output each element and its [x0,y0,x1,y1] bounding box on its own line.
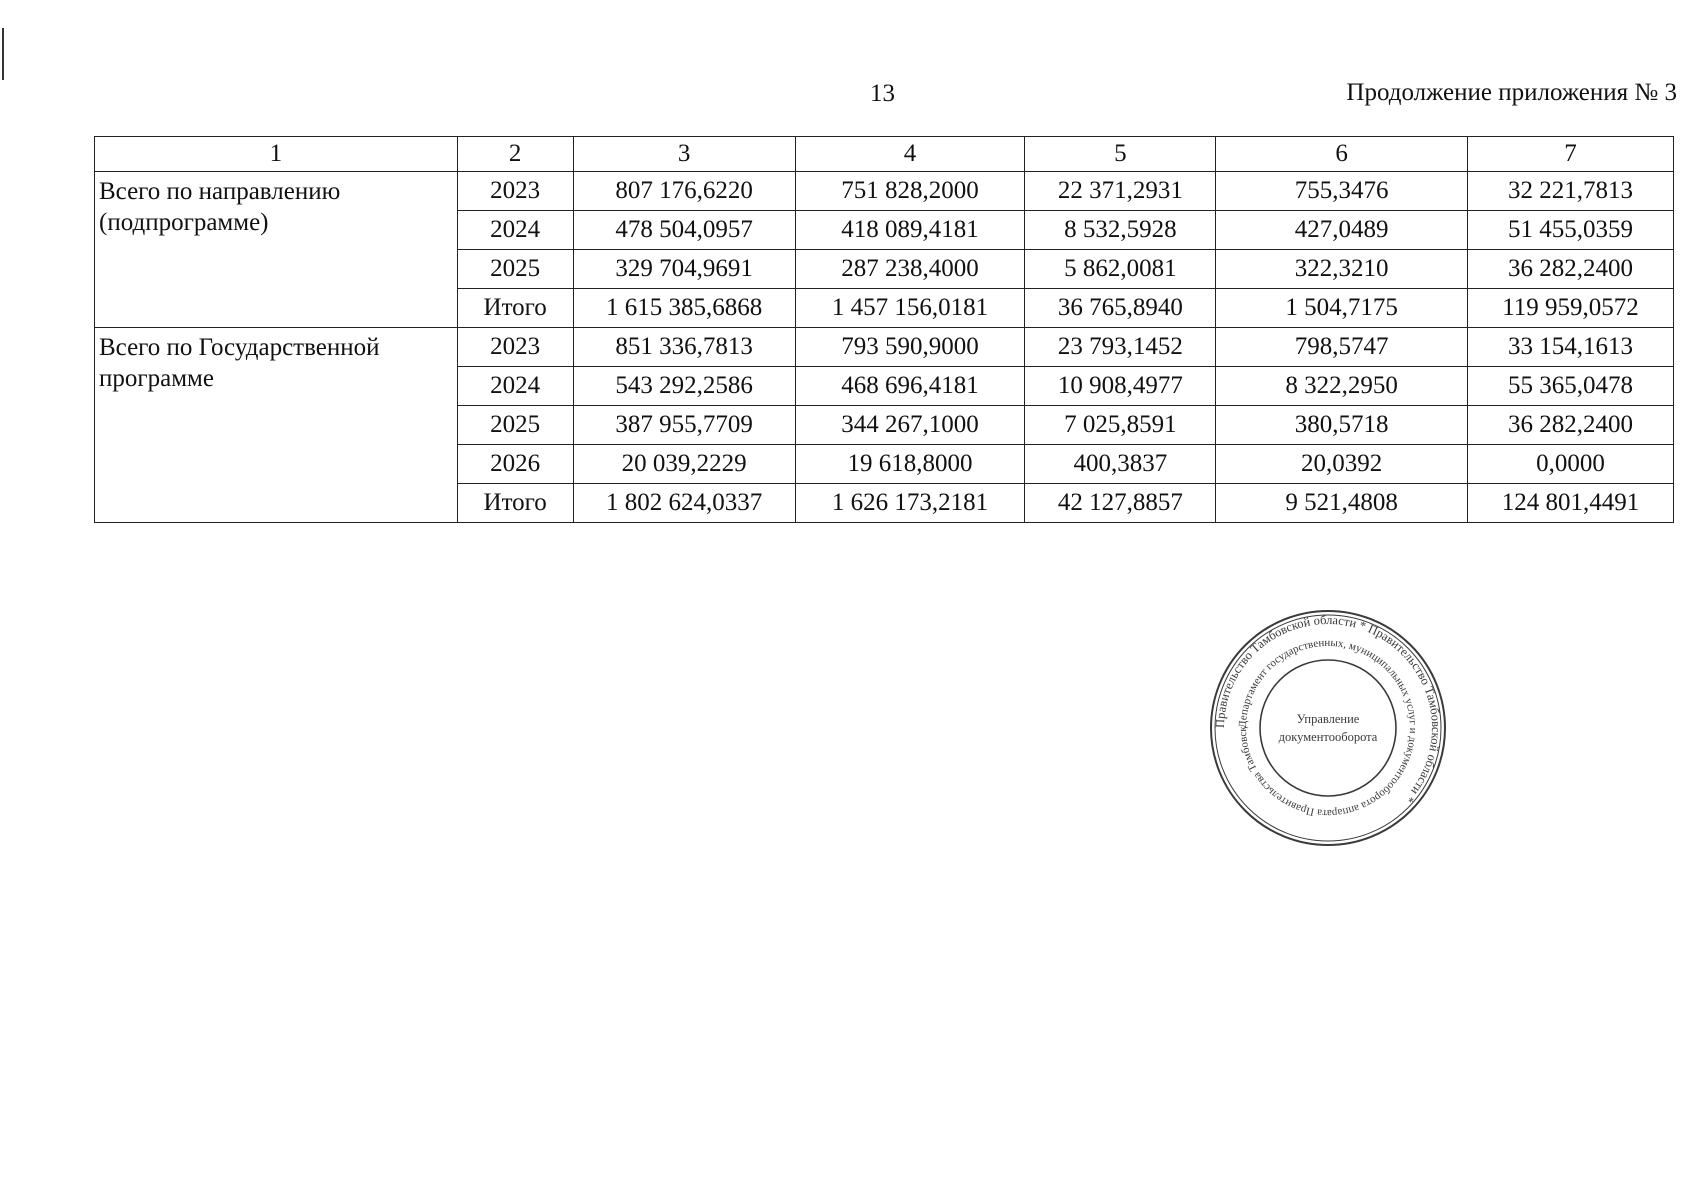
value-cell: 1 615 385,6868 [573,289,795,328]
stamp-outer-text: Правительство Тамбовской области * Правительство Тамбовской области * [1212,612,1444,806]
year-cell: 2023 [457,328,573,367]
year-cell: 2024 [457,367,573,406]
value-cell: 1 504,7175 [1216,289,1468,328]
stamp-center-line2: документооборота [1278,730,1378,744]
value-cell: 543 292,2586 [573,367,795,406]
value-cell: 7 025,8591 [1025,406,1216,445]
value-cell: 287 238,4000 [795,250,1025,289]
value-cell: 427,0489 [1216,211,1468,250]
value-cell: 400,3837 [1025,445,1216,484]
column-number-row [95,137,1674,172]
value-cell: 20 039,2229 [573,445,795,484]
value-cell: 36 282,2400 [1468,406,1674,445]
year-cell: Итого [457,484,573,523]
value-cell: 22 371,2931 [1025,172,1216,211]
value-cell: 0,0000 [1468,445,1674,484]
year-cell: 2024 [457,211,573,250]
value-cell: 1 802 624,0337 [573,484,795,523]
column-number: 7 [1468,137,1674,172]
value-cell: 20,0392 [1216,445,1468,484]
value-cell: 119 959,0572 [1468,289,1674,328]
value-cell: 1 457 156,0181 [795,289,1025,328]
stamp-center-line1: Управление [1296,712,1360,726]
value-cell: 1 626 173,2181 [795,484,1025,523]
value-cell: 32 221,7813 [1468,172,1674,211]
value-cell: 23 793,1452 [1025,328,1216,367]
value-cell: 329 704,9691 [573,250,795,289]
value-cell: 8 322,2950 [1216,367,1468,406]
group-label: Всего по Государственной программе [95,328,458,523]
value-cell: 51 455,0359 [1468,211,1674,250]
value-cell: 468 696,4181 [795,367,1025,406]
group-label: Всего по направлению (подпрограмме) [95,172,458,328]
year-cell: Итого [457,289,573,328]
year-cell: 2023 [457,172,573,211]
value-cell: 322,3210 [1216,250,1468,289]
value-cell: 380,5718 [1216,406,1468,445]
value-cell: 5 862,0081 [1025,250,1216,289]
value-cell: 55 365,0478 [1468,367,1674,406]
value-cell: 36 282,2400 [1468,250,1674,289]
table-row [95,172,1674,211]
value-cell: 9 521,4808 [1216,484,1468,523]
value-cell: 344 267,1000 [795,406,1025,445]
value-cell: 851 336,7813 [573,328,795,367]
value-cell: 10 908,4977 [1025,367,1216,406]
value-cell: 33 154,1613 [1468,328,1674,367]
appendix-continuation-label: Продолжение приложения № 3 [1346,79,1677,106]
value-cell: 42 127,8857 [1025,484,1216,523]
year-cell: 2026 [457,445,573,484]
value-cell: 478 504,0957 [573,211,795,250]
column-number: 6 [1216,137,1468,172]
page-number: 13 [870,80,895,107]
value-cell: 793 590,9000 [795,328,1025,367]
column-number: 2 [457,137,573,172]
value-cell: 124 801,4491 [1468,484,1674,523]
column-number: 1 [95,137,458,172]
year-cell: 2025 [457,250,573,289]
budget-table [94,136,1674,523]
value-cell: 418 089,4181 [795,211,1025,250]
value-cell: 387 955,7709 [573,406,795,445]
stamp-inner-text: Департамент государственных, муниципальных услуг и документооборота аппарата Правительства Тамбовск [1236,636,1420,820]
column-number: 4 [795,137,1025,172]
value-cell: 8 532,5928 [1025,211,1216,250]
year-cell: 2025 [457,406,573,445]
table-row [95,328,1674,367]
margin-mark [2,28,4,80]
value-cell: 36 765,8940 [1025,289,1216,328]
column-number: 3 [573,137,795,172]
value-cell: 755,3476 [1216,172,1468,211]
value-cell: 798,5747 [1216,328,1468,367]
value-cell: 751 828,2000 [795,172,1025,211]
value-cell: 19 618,8000 [795,445,1025,484]
value-cell: 807 176,6220 [573,172,795,211]
stamp-seal [1208,608,1448,848]
official-stamp [1208,608,1448,848]
column-number: 5 [1025,137,1216,172]
